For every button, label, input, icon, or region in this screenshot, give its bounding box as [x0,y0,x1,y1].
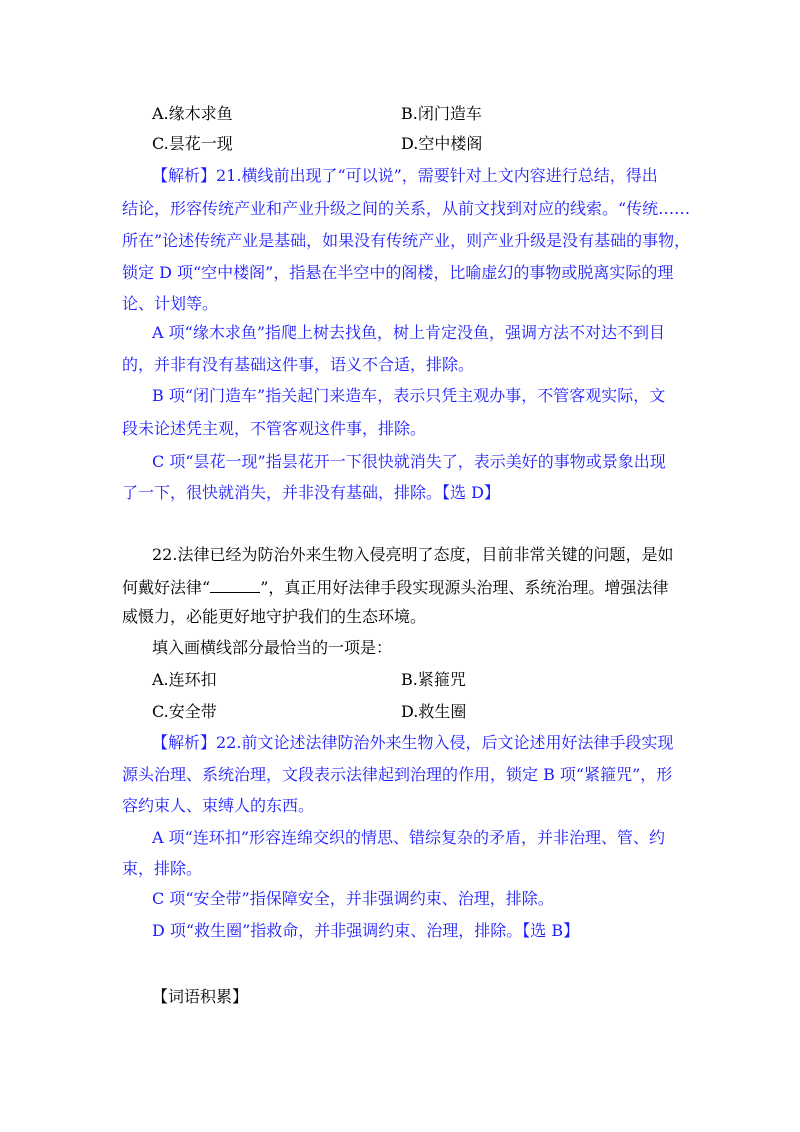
q22-stem-line: 威慑力，必能更好地守护我们的生态环境。 [122,607,427,626]
q22-analysis-line: 束，排除。 [122,859,203,878]
q21-analysis-line: B 项“闭门造车”指关起门来造车，表示只凭主观办事，不管客观实际，文 [152,386,666,405]
q22-analysis-line: A 项“连环扣”形容连绵交织的情思、错综复杂的矛盾，并非治理、管、约 [152,828,666,847]
q21-analysis-line: 锁定 D 项“空中楼阁”，指悬在半空中的阁楼，比喻虚幻的事物或脱离实际的理 [122,263,674,282]
answer-blank [210,576,260,593]
q22-stem-text: 何戴好法律“ [122,578,211,597]
q21-analysis-line: 段未论述凭主观，不管客观这件事，排除。 [122,419,427,438]
q21-analysis-line: 【解析】21.横线前出现了“可以说”，需要针对上文内容进行总结，得出 [152,166,658,185]
q22-option-a: A.连环扣 [152,670,217,689]
q21-option-a: A.缘木求鱼 [152,104,233,123]
q22-analysis-line: D 项“救生圈”指救命，并非强调约束、治理，排除。【选 B】 [152,921,580,940]
q21-analysis-line: 了一下，很快就消失，并非没有基础，排除。【选 D】 [122,483,500,502]
q22-stem-line: 22.法律已经为防治外来生物入侵亮明了态度，目前非常关键的问题，是如 [152,545,674,564]
q22-analysis-line: C 项“安全带”指保障安全，并非强调约束、治理，排除。 [152,889,554,908]
q22-stem-text: ”，真正用好法律手段实现源头治理、系统治理。增强法律 [260,578,669,597]
q22-analysis-line: 源头治理、系统治理，文段表示法律起到治理的作用，锁定 B 项“紧箍咒”，形 [122,765,673,784]
q22-analysis-line: 容约束人、束缚人的东西。 [122,796,315,815]
section-heading: 【词语积累】 [152,987,249,1006]
q21-analysis-line: A 项“缘木求鱼”指爬上树去找鱼，树上肯定没鱼，强调方法不对达不到目 [152,323,666,342]
q21-analysis-line: 结论，形容传统产业和产业升级之间的关系，从前文找到对应的线索。“传统…… [122,199,691,218]
q21-option-d: D.空中楼阁 [401,134,483,153]
q22-analysis-line: 【解析】22.前文论述法律防治外来生物入侵，后文论述用好法律手段实现 [152,733,674,752]
q22-option-d: D.救生圈 [401,702,467,721]
q22-option-b: B.紧箍咒 [401,670,466,689]
q21-option-b: B.闭门造车 [401,104,482,123]
q21-option-c: C.昙花一现 [152,134,233,153]
q21-analysis-line: 所在”论述传统产业是基础，如果没有传统产业，则产业升级是没有基础的事物， [122,231,691,250]
q21-analysis-line: 的，并非有没有基础这件事，语义不合适，排除。 [122,355,475,374]
q22-stem-line [122,576,668,599]
q22-option-c: C.安全带 [152,702,217,721]
q21-analysis-line: 论、计划等。 [122,294,219,313]
q21-analysis-line: C 项“昙花一现”指昙花开一下很快就消失了，表示美好的事物或景象出现 [152,452,666,471]
q22-prompt: 填入画横线部分最恰当的一项是： [152,638,393,657]
